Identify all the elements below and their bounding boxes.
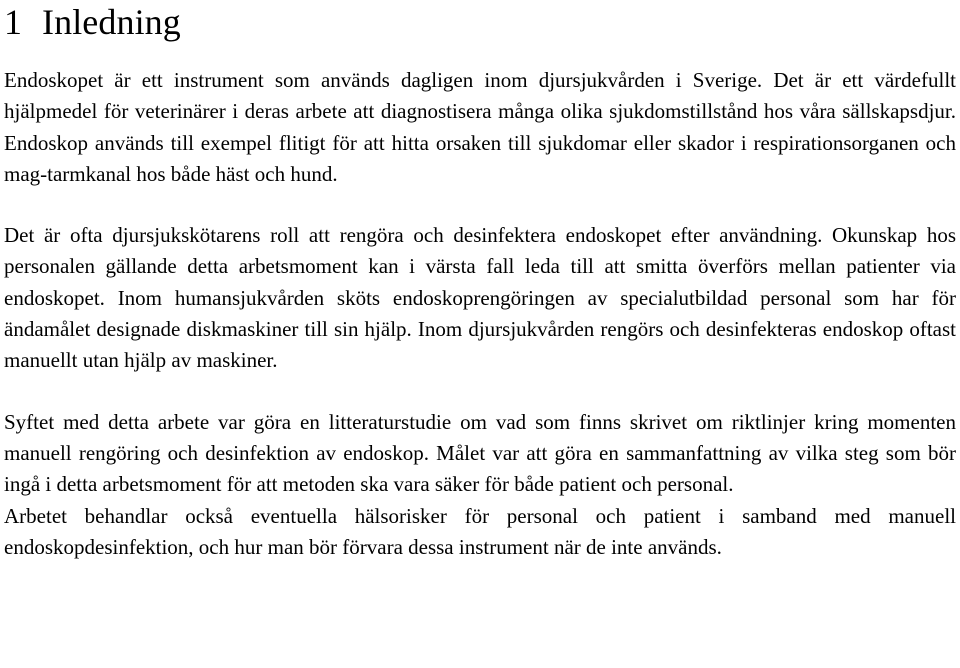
section-heading	[4, 0, 954, 48]
paragraph-intro: Endoskopet är ett instrument som används dagligen inom djursjukvården i Sverige. Det är ett värdefullt hjälpmedel för veterinärer i deras arbete att diagnostisera många olika sjukdomstillstånd hos våra sällskapsdjur. Endoskop används till exempel flitigt för att hitta orsaken till sjukdomar eller skador i respirationsorganen och mag-tarmkanal hos både häst och hund.	[4, 68, 956, 186]
section-number: 1	[4, 2, 23, 42]
section-title: Inledning	[42, 2, 181, 42]
paragraph-purpose: Syftet med detta arbete var göra en litteraturstudie om vad som finns skrivet om riktlinjer kring momenten manuell rengöring och desinfektion av endoskop. Målet var att göra en sammanfattning av vilka steg som bör ingå i detta arbetsmoment för att metoden ska vara säker för både patient och personal.	[4, 409, 956, 497]
paragraph-gap	[4, 377, 956, 407]
paragraph-gap	[4, 190, 956, 220]
paragraph-cleaning-role: Det är ofta djursjukskötarens roll att rengöra och desinfektera endoskopet efter användning. Okunskap hos personalen gällande detta arbetsmoment kan i värsta fall leda till att smitta överförs mellan patienter via endoskopet. Inom humansjukvården sköts endoskoprengöringen av specialutbildad personal som har för ändamålet designade diskmaskiner till sin hjälp. Inom djursjukvården rengörs och desinfekteras endoskop oftast manuellt utan hjälp av maskiner.	[4, 223, 956, 373]
paragraph-health-risks: Arbetet behandlar också eventuella hälsorisker för personal och patient i samband med manuell endoskopdesinfektion, och hur man bör förvara dessa instrument när de inte används.	[4, 503, 956, 559]
section-body	[4, 65, 956, 563]
